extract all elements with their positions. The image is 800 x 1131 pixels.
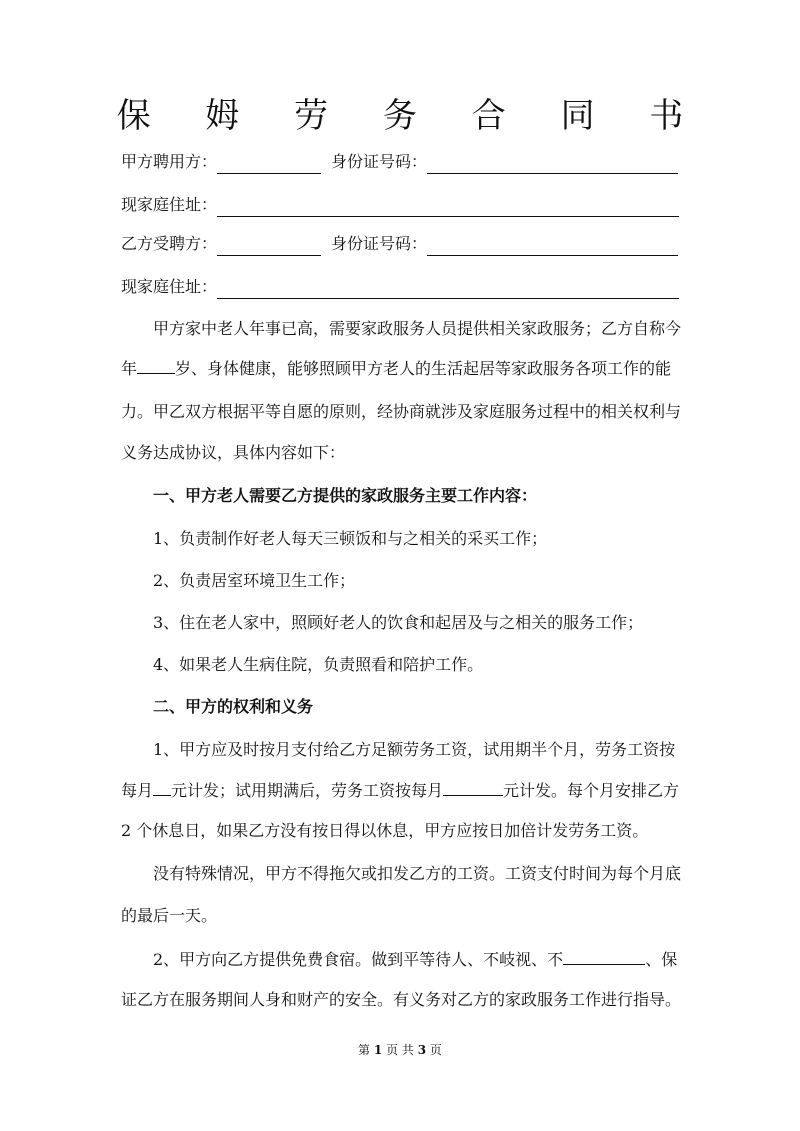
intro-line-2-start: 年 (121, 359, 138, 378)
section-2-p1-line-3: 2 个休息日，如果乙方没有按日得以休息，甲方应按日加倍计发劳务工资。 (121, 821, 649, 840)
party-b-id-field[interactable] (427, 237, 678, 256)
current-page-number: 1 (373, 1043, 383, 1057)
salary-trial-prefix: 每月 (121, 781, 154, 800)
party-a-address-field[interactable] (217, 198, 679, 217)
page-footer (0, 1042, 800, 1058)
section-1-item-1: 1、负责制作好老人每天三顿饭和与之相关的采买工作； (153, 529, 548, 548)
intro-line-1: 甲方家中老人年事已高，需要家政服务人员提供相关家政服务；乙方自称今 (153, 319, 682, 338)
party-b-label: 乙方受聘方： (121, 234, 218, 253)
trial-salary-field[interactable] (153, 777, 171, 796)
section-2-p3-line-2: 证乙方在服务期间人身和财产的安全。有义务对乙方的家政服务工作进行指导。 (121, 990, 682, 1009)
party-a-name-field[interactable] (217, 155, 321, 174)
party-b-address-field[interactable] (217, 280, 679, 299)
party-b-id-label: 身份证号码： (331, 234, 428, 253)
section-2-title: 二、甲方的权利和义务 (153, 697, 314, 716)
party-b-address-row (121, 275, 681, 299)
salary-rest-text: 元计发。每个月安排乙方 (503, 781, 680, 800)
full-salary-field[interactable] (443, 777, 503, 796)
document-title: 保 姆 劳 务 合 同 书 (116, 96, 706, 136)
party-b-address-label: 现家庭住址： (121, 277, 218, 296)
intro-line-2 (121, 355, 681, 381)
intro-line-4: 义务达成协议，具体内容如下： (121, 443, 346, 462)
salary-full-text: 元计发；试用期满后，劳务工资按每月 (171, 781, 444, 800)
age-field[interactable] (137, 355, 175, 374)
section-2-p3-line-1 (121, 946, 713, 972)
section-2-p1-line-2 (121, 777, 681, 803)
footer-suffix: 页 (429, 1043, 442, 1057)
section-2-p2-line-2: 的最后一天。 (121, 906, 218, 925)
footer-mid: 页 共 (386, 1043, 414, 1057)
section-2-p2-line-1: 没有特殊情况，甲方不得拖欠或扣发乙方的工资。工资支付时间为每个月底 (153, 864, 682, 883)
treatment-text-end: 、保 (645, 950, 678, 969)
treatment-field[interactable] (563, 946, 645, 965)
intro-line-3: 力。甲乙双方根据平等自愿的原则，经协商就涉及家庭服务过程中的相关权利与 (121, 402, 682, 421)
section-1-item-4: 4、如果老人生病住院，负责照看和陪护工作。 (153, 655, 484, 674)
intro-line-2-rest: 岁、身体健康，能够照顾甲方老人的生活起居等家政服务各项工作的能 (175, 359, 672, 378)
treatment-text: 2、甲方向乙方提供免费食宿。做到平等待人、不岐视、不 (153, 950, 564, 969)
party-a-id-label: 身份证号码： (331, 152, 428, 171)
section-1-item-2: 2、负责居室环境卫生工作； (153, 571, 356, 590)
party-a-row (121, 150, 681, 174)
total-page-number: 3 (417, 1043, 427, 1057)
section-1-title: 一、甲方老人需要乙方提供的家政服务主要工作内容： (153, 486, 538, 505)
party-a-address-row (121, 193, 681, 217)
party-a-label: 甲方聘用方： (121, 152, 218, 171)
party-b-name-field[interactable] (217, 237, 321, 256)
footer-prefix: 第 (358, 1043, 371, 1057)
section-1-item-3: 3、住在老人家中，照顾好老人的饮食和起居及与之相关的服务工作； (153, 613, 644, 632)
party-a-id-field[interactable] (427, 155, 678, 174)
party-a-address-label: 现家庭住址： (121, 195, 218, 214)
party-b-row (121, 232, 681, 256)
section-2-p1-line-1: 1、甲方应及时按月支付给乙方足额劳务工资，试用期半个月，劳务工资按 (153, 740, 676, 759)
